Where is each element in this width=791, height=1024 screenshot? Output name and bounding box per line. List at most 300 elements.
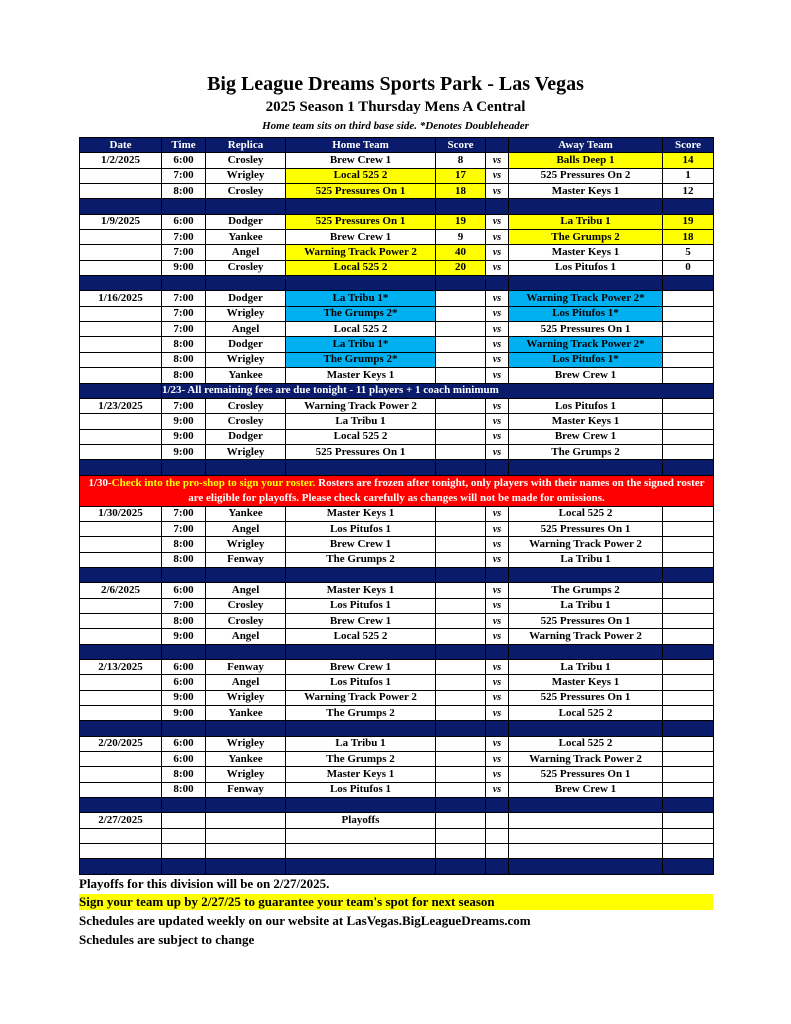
cell-away-team (509, 844, 663, 859)
cell-replica: Yankee (206, 706, 286, 721)
cell-replica: Dodger (206, 429, 286, 444)
cell-replica: Crosley (206, 260, 286, 275)
table-row (80, 184, 714, 199)
cell-home-score (436, 690, 486, 705)
separator-cell (206, 644, 286, 659)
cell-time: 7:00 (162, 245, 206, 260)
cell-home-score (436, 813, 486, 828)
table-row (80, 352, 714, 367)
cell-time (162, 828, 206, 843)
separator-row (80, 644, 714, 659)
cell-replica (206, 828, 286, 843)
cell-away-score (663, 813, 714, 828)
separator-cell (206, 721, 286, 736)
cell-date: 1/30/2025 (80, 506, 162, 521)
cell-home-team: Warning Track Power 2 (286, 398, 436, 413)
cell-home-team: Los Pitufos 1 (286, 675, 436, 690)
cell-replica: Crosley (206, 414, 286, 429)
cell-away-score: 14 (663, 153, 714, 168)
cell-away-score (663, 368, 714, 383)
separator-row (80, 859, 714, 874)
cell-vs: vs (486, 429, 509, 444)
cell-away-team: La Tribu 1 (509, 214, 663, 229)
cell-home-team: Los Pitufos 1 (286, 521, 436, 536)
cell-away-score (663, 675, 714, 690)
cell-vs: vs (486, 153, 509, 168)
cell-away-team: Los Pitufos 1* (509, 306, 663, 321)
cell-away-score (663, 537, 714, 552)
cell-away-score (663, 444, 714, 459)
cell-date (80, 322, 162, 337)
separator-cell (206, 199, 286, 214)
cell-date (80, 844, 162, 859)
cell-home-score (436, 414, 486, 429)
cell-home-team: La Tribu 1 (286, 414, 436, 429)
cell-home-team: Los Pitufos 1 (286, 782, 436, 797)
separator-cell (509, 276, 663, 291)
cell-vs: vs (486, 782, 509, 797)
cell-time: 8:00 (162, 368, 206, 383)
cell-date: 1/23/2025 (80, 398, 162, 413)
cell-away-team: Warning Track Power 2 (509, 629, 663, 644)
footer-website-note: Schedules are updated weekly on our website at LasVegas.BigLeagueDreams.com (79, 913, 531, 928)
separator-cell (436, 460, 486, 475)
table-row (80, 444, 714, 459)
cell-replica: Yankee (206, 506, 286, 521)
cell-vs: vs (486, 736, 509, 751)
page-subtitle: 2025 Season 1 Thursday Mens A Central (265, 99, 526, 115)
separator-cell (80, 276, 162, 291)
cell-home-score (436, 521, 486, 536)
separator-cell (162, 859, 206, 874)
roster-notice-text: Rosters are frozen after tonight, only players with their names on the signed roster are eligible for playoffs. Please check carefully as changes will not be made for omissions. (188, 476, 705, 504)
table-row (80, 291, 714, 306)
cell-replica: Angel (206, 322, 286, 337)
cell-vs: vs (486, 168, 509, 183)
separator-cell (436, 199, 486, 214)
cell-replica: Dodger (206, 337, 286, 352)
table-row (80, 153, 714, 168)
cell-replica: Wrigley (206, 352, 286, 367)
cell-away-team: Local 525 2 (509, 706, 663, 721)
separator-cell (286, 460, 436, 475)
cell-time: 8:00 (162, 767, 206, 782)
separator-cell (486, 567, 509, 582)
cell-date (80, 767, 162, 782)
separator-cell (663, 798, 714, 813)
table-row (80, 537, 714, 552)
cell-date (80, 230, 162, 245)
cell-replica: Yankee (206, 368, 286, 383)
cell-home-score: 9 (436, 230, 486, 245)
cell-date (80, 752, 162, 767)
cell-away-team: The Grumps 2 (509, 583, 663, 598)
separator-cell (80, 859, 162, 874)
cell-away-score (663, 782, 714, 797)
cell-home-score: 18 (436, 184, 486, 199)
cell-replica: Fenway (206, 552, 286, 567)
cell-date (80, 675, 162, 690)
cell-away-team: Warning Track Power 2* (509, 337, 663, 352)
cell-vs: vs (486, 675, 509, 690)
cell-vs: vs (486, 598, 509, 613)
cell-time: 6:00 (162, 675, 206, 690)
cell-away-team: 525 Pressures On 1 (509, 521, 663, 536)
table-row (80, 260, 714, 275)
cell-away-score (663, 414, 714, 429)
cell-time: 8:00 (162, 184, 206, 199)
cell-home-score (436, 613, 486, 628)
cell-replica: Crosley (206, 398, 286, 413)
cell-time: 9:00 (162, 429, 206, 444)
cell-home-team: Master Keys 1 (286, 583, 436, 598)
separator-cell (286, 567, 436, 582)
cell-date: 1/2/2025 (80, 153, 162, 168)
separator-cell (486, 859, 509, 874)
cell-home-team (286, 828, 436, 843)
col-header-replica: Replica (206, 138, 286, 153)
separator-cell (162, 567, 206, 582)
cell-home-team: 525 Pressures On 1 (286, 184, 436, 199)
cell-away-team: Brew Crew 1 (509, 368, 663, 383)
cell-replica (206, 813, 286, 828)
cell-date (80, 690, 162, 705)
cell-date: 2/13/2025 (80, 660, 162, 675)
table-row (80, 813, 714, 828)
cell-home-score (436, 352, 486, 367)
cell-replica: Dodger (206, 214, 286, 229)
cell-date (80, 552, 162, 567)
table-row (80, 629, 714, 644)
cell-home-score (436, 291, 486, 306)
cell-time: 9:00 (162, 629, 206, 644)
table-row (80, 736, 714, 751)
separator-cell (436, 859, 486, 874)
cell-time: 7:00 (162, 291, 206, 306)
table-row (80, 782, 714, 797)
cell-home-score (436, 828, 486, 843)
table-row (80, 368, 714, 383)
cell-away-team: Los Pitufos 1 (509, 260, 663, 275)
cell-home-score (436, 444, 486, 459)
footer-playoffs-note: Playoffs for this division will be on 2/27/2025. (79, 876, 330, 891)
cell-home-score (436, 675, 486, 690)
cell-away-team: Master Keys 1 (509, 245, 663, 260)
cell-home-team: Brew Crew 1 (286, 613, 436, 628)
cell-away-team: Brew Crew 1 (509, 429, 663, 444)
cell-date (80, 184, 162, 199)
cell-vs: vs (486, 291, 509, 306)
cell-replica: Wrigley (206, 537, 286, 552)
separator-cell (206, 460, 286, 475)
cell-away-team: The Grumps 2 (509, 230, 663, 245)
cell-date: 2/6/2025 (80, 583, 162, 598)
cell-away-score (663, 660, 714, 675)
separator-cell (509, 460, 663, 475)
footer-change-note: Schedules are subject to change (79, 932, 255, 947)
cell-home-team: Local 525 2 (286, 168, 436, 183)
cell-away-score: 19 (663, 214, 714, 229)
cell-date (80, 537, 162, 552)
separator-cell (286, 721, 436, 736)
cell-time: 7:00 (162, 322, 206, 337)
cell-home-team: Master Keys 1 (286, 767, 436, 782)
fee-notice-text: 1/23- All remaining fees are due tonight - 11 players + 1 coach minimum (162, 383, 714, 398)
cell-home-score (436, 322, 486, 337)
separator-cell (206, 859, 286, 874)
separator-row (80, 276, 714, 291)
separator-cell (663, 460, 714, 475)
cell-home-team: Warning Track Power 2 (286, 245, 436, 260)
cell-away-team: 525 Pressures On 1 (509, 690, 663, 705)
cell-away-score (663, 613, 714, 628)
cell-time: 9:00 (162, 690, 206, 705)
cell-date (80, 429, 162, 444)
cell-away-team: Warning Track Power 2* (509, 291, 663, 306)
cell-replica: Crosley (206, 153, 286, 168)
separator-cell (486, 721, 509, 736)
cell-away-team: La Tribu 1 (509, 598, 663, 613)
cell-replica: Dodger (206, 291, 286, 306)
cell-away-team: The Grumps 2 (509, 444, 663, 459)
table-row (80, 828, 714, 843)
cell-home-team: The Grumps 2 (286, 706, 436, 721)
table-row (80, 398, 714, 413)
cell-home-team: Warning Track Power 2 (286, 690, 436, 705)
table-row (80, 168, 714, 183)
cell-home-score (436, 552, 486, 567)
cell-home-score: 8 (436, 153, 486, 168)
cell-home-team: Local 525 2 (286, 629, 436, 644)
separator-cell (162, 798, 206, 813)
separator-cell (80, 567, 162, 582)
roster-notice-row (80, 475, 714, 506)
page-title: Big League Dreams Sports Park - Las Vegas (207, 73, 584, 95)
cell-vs: vs (486, 398, 509, 413)
cell-home-score (436, 337, 486, 352)
cell-home-score (436, 368, 486, 383)
schedule-table (79, 137, 714, 875)
cell-home-team: Master Keys 1 (286, 368, 436, 383)
cell-date (80, 260, 162, 275)
cell-time: 6:00 (162, 583, 206, 598)
separator-cell (80, 460, 162, 475)
cell-time: 8:00 (162, 337, 206, 352)
cell-vs (486, 813, 509, 828)
roster-notice-cell (80, 475, 714, 506)
cell-away-team (509, 813, 663, 828)
cell-replica: Yankee (206, 752, 286, 767)
separator-cell (663, 859, 714, 874)
separator-cell (509, 859, 663, 874)
cell-home-score (436, 660, 486, 675)
cell-away-team: La Tribu 1 (509, 660, 663, 675)
table-row (80, 583, 714, 598)
separator-cell (436, 644, 486, 659)
separator-row (80, 199, 714, 214)
separator-cell (486, 199, 509, 214)
cell-replica: Wrigley (206, 306, 286, 321)
cell-time: 7:00 (162, 598, 206, 613)
col-header-home-team: Home Team (286, 138, 436, 153)
separator-cell (436, 567, 486, 582)
cell-home-team: 525 Pressures On 1 (286, 214, 436, 229)
cell-date (80, 245, 162, 260)
cell-home-team: The Grumps 2* (286, 352, 436, 367)
cell-time: 6:00 (162, 736, 206, 751)
table-row (80, 306, 714, 321)
cell-home-score: 20 (436, 260, 486, 275)
cell-replica: Angel (206, 629, 286, 644)
cell-away-score (663, 352, 714, 367)
cell-date (80, 598, 162, 613)
cell-replica: Wrigley (206, 767, 286, 782)
cell-vs: vs (486, 352, 509, 367)
cell-replica: Crosley (206, 613, 286, 628)
cell-replica: Crosley (206, 598, 286, 613)
cell-away-score: 0 (663, 260, 714, 275)
separator-cell (486, 276, 509, 291)
cell-away-score (663, 629, 714, 644)
table-row (80, 552, 714, 567)
cell-vs: vs (486, 552, 509, 567)
cell-home-score: 40 (436, 245, 486, 260)
cell-vs: vs (486, 368, 509, 383)
cell-date (80, 444, 162, 459)
separator-cell (162, 460, 206, 475)
cell-home-team: La Tribu 1* (286, 337, 436, 352)
cell-time: 7:00 (162, 398, 206, 413)
separator-cell (206, 276, 286, 291)
cell-home-team: Brew Crew 1 (286, 230, 436, 245)
cell-away-score (663, 521, 714, 536)
cell-date (80, 352, 162, 367)
cell-vs: vs (486, 583, 509, 598)
cell-time (162, 844, 206, 859)
cell-home-score (436, 598, 486, 613)
separator-cell (509, 721, 663, 736)
cell-away-team: Warning Track Power 2 (509, 752, 663, 767)
cell-away-team: Local 525 2 (509, 736, 663, 751)
separator-cell (80, 644, 162, 659)
cell-time: 7:00 (162, 521, 206, 536)
cell-home-team: The Grumps 2 (286, 752, 436, 767)
cell-home-team: Brew Crew 1 (286, 660, 436, 675)
separator-cell (286, 276, 436, 291)
cell-away-score (663, 690, 714, 705)
cell-replica: Wrigley (206, 736, 286, 751)
cell-away-team: Balls Deep 1 (509, 153, 663, 168)
cell-vs: vs (486, 660, 509, 675)
cell-away-score (663, 337, 714, 352)
cell-time: 7:00 (162, 230, 206, 245)
table-row (80, 337, 714, 352)
separator-cell (286, 644, 436, 659)
cell-replica: Wrigley (206, 444, 286, 459)
cell-date (80, 414, 162, 429)
cell-away-score (663, 583, 714, 598)
table-row (80, 214, 714, 229)
cell-vs: vs (486, 521, 509, 536)
table-row (80, 767, 714, 782)
separator-cell (286, 199, 436, 214)
cell-home-score (436, 398, 486, 413)
cell-time: 6:00 (162, 153, 206, 168)
cell-away-team: 525 Pressures On 1 (509, 613, 663, 628)
separator-cell (80, 721, 162, 736)
cell-away-score (663, 844, 714, 859)
cell-date (80, 368, 162, 383)
separator-cell (206, 798, 286, 813)
fee-notice-row (80, 383, 714, 398)
col-header-time: Time (162, 138, 206, 153)
separator-cell (509, 644, 663, 659)
cell-date (80, 828, 162, 843)
cell-away-team: Master Keys 1 (509, 414, 663, 429)
cell-home-score (436, 736, 486, 751)
table-row (80, 429, 714, 444)
cell-vs: vs (486, 767, 509, 782)
separator-cell (486, 644, 509, 659)
cell-vs: vs (486, 506, 509, 521)
separator-cell (206, 567, 286, 582)
cell-away-score (663, 767, 714, 782)
cell-replica: Fenway (206, 660, 286, 675)
cell-away-score (663, 752, 714, 767)
cell-home-team: Master Keys 1 (286, 506, 436, 521)
cell-vs: vs (486, 245, 509, 260)
cell-away-team: Local 525 2 (509, 506, 663, 521)
separator-cell (286, 859, 436, 874)
cell-time: 9:00 (162, 260, 206, 275)
cell-vs: vs (486, 414, 509, 429)
cell-home-team: The Grumps 2* (286, 306, 436, 321)
cell-home-team: Playoffs (286, 813, 436, 828)
cell-time: 8:00 (162, 613, 206, 628)
col-header-vs (486, 138, 509, 153)
cell-date: 1/9/2025 (80, 214, 162, 229)
cell-home-team: Brew Crew 1 (286, 537, 436, 552)
table-row (80, 675, 714, 690)
cell-vs: vs (486, 260, 509, 275)
cell-date: 1/16/2025 (80, 291, 162, 306)
cell-date: 2/27/2025 (80, 813, 162, 828)
cell-home-score (436, 429, 486, 444)
table-row (80, 414, 714, 429)
table-row (80, 245, 714, 260)
fee-notice-spacer (80, 383, 162, 398)
cell-vs: vs (486, 629, 509, 644)
cell-vs: vs (486, 706, 509, 721)
cell-date (80, 337, 162, 352)
cell-away-team: Los Pitufos 1* (509, 352, 663, 367)
cell-home-score (436, 767, 486, 782)
table-row (80, 613, 714, 628)
separator-cell (162, 199, 206, 214)
roster-notice-highlight: Check into the pro-shop to sign your roster. (111, 476, 316, 489)
cell-away-score (663, 306, 714, 321)
cell-away-score (663, 398, 714, 413)
separator-cell (286, 798, 436, 813)
table-row (80, 598, 714, 613)
separator-cell (436, 798, 486, 813)
cell-time: 8:00 (162, 537, 206, 552)
cell-replica: Wrigley (206, 168, 286, 183)
separator-cell (663, 644, 714, 659)
table-row (80, 230, 714, 245)
cell-replica: Angel (206, 245, 286, 260)
cell-away-score (663, 552, 714, 567)
